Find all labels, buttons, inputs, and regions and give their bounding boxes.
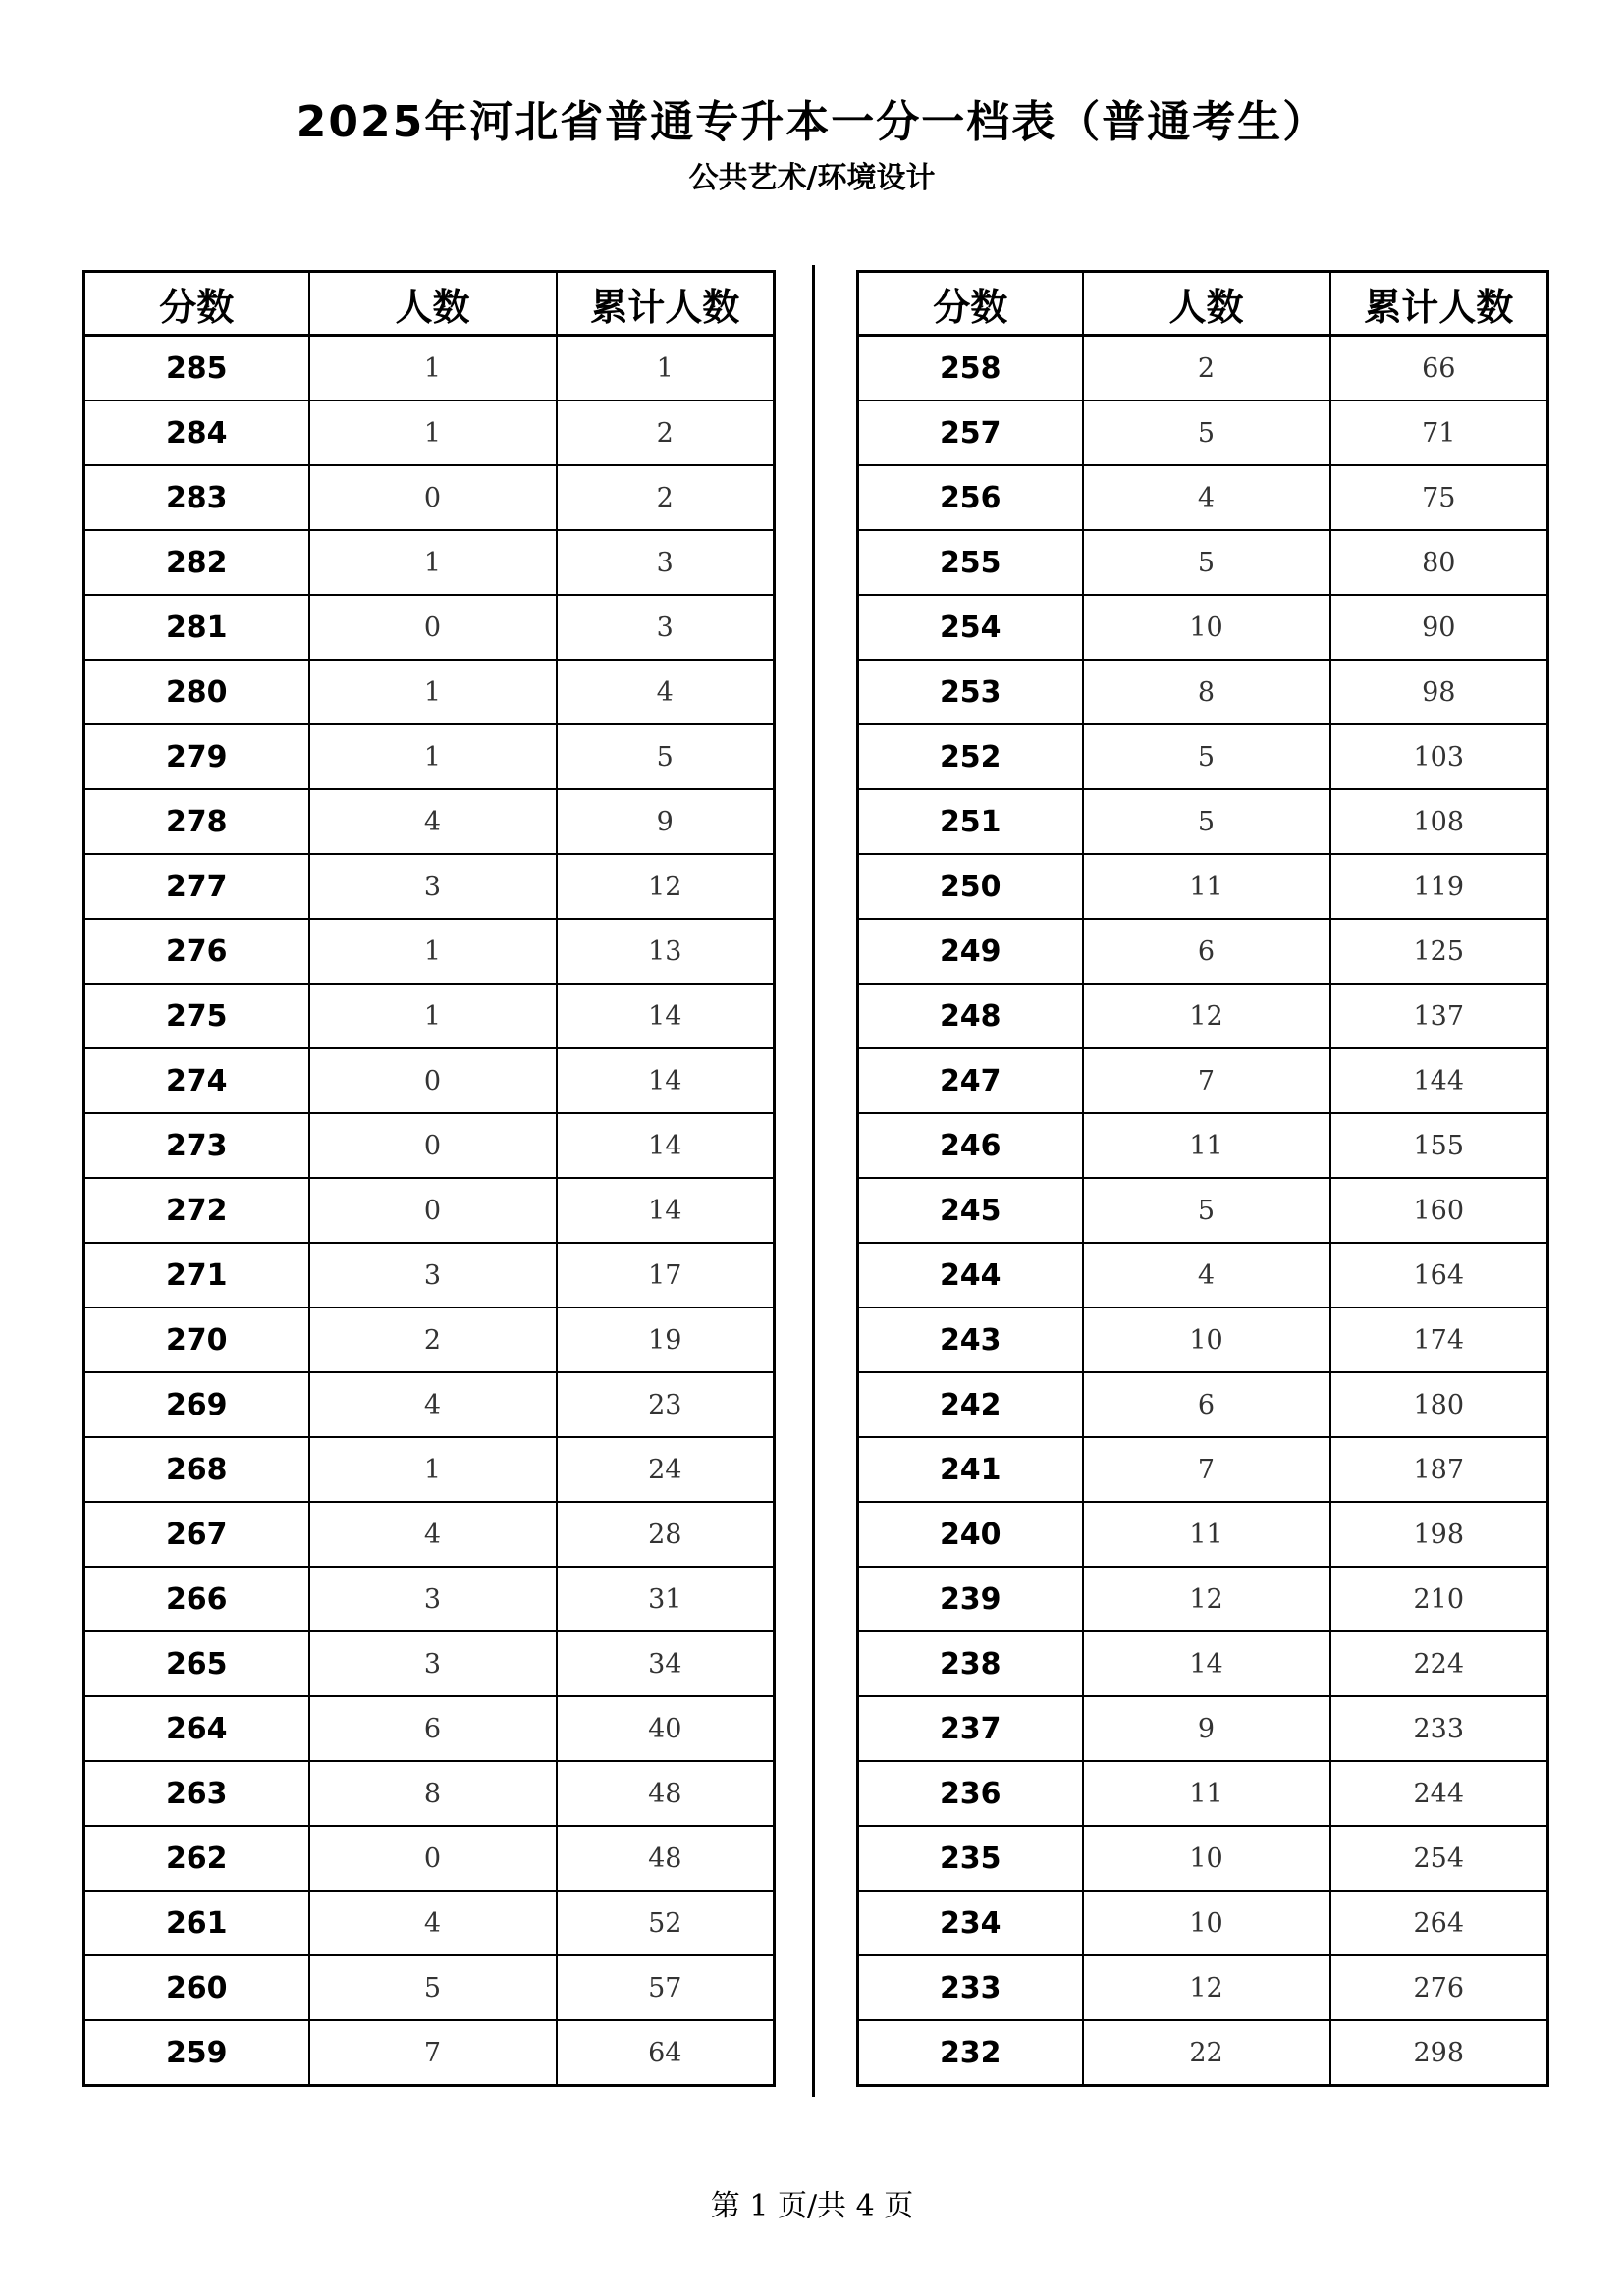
- column-header-cumulative: 累计人数: [1330, 272, 1548, 336]
- count-cell: 12: [1083, 984, 1330, 1048]
- table-row: [84, 1437, 775, 1502]
- column-divider: [812, 265, 815, 2097]
- page-title: 2025年河北省普通专升本一分一档表（普通考生）: [296, 97, 1328, 147]
- score-cell: 249: [858, 919, 1083, 984]
- table-row: [84, 400, 775, 465]
- table-row: [858, 1567, 1548, 1631]
- table-row: [858, 1437, 1548, 1502]
- table-row: [858, 1696, 1548, 1761]
- cumulative-cell: 3: [557, 595, 775, 660]
- table-row: [84, 336, 775, 401]
- count-cell: 0: [309, 1113, 557, 1178]
- cumulative-cell: 3: [557, 530, 775, 595]
- score-cell: 279: [84, 724, 309, 789]
- cumulative-cell: 108: [1330, 789, 1548, 854]
- cumulative-cell: 2: [557, 465, 775, 530]
- score-cell: 248: [858, 984, 1083, 1048]
- score-cell: 282: [84, 530, 309, 595]
- cumulative-cell: 264: [1330, 1891, 1548, 1955]
- score-cell: 281: [84, 595, 309, 660]
- cumulative-cell: 224: [1330, 1631, 1548, 1696]
- cumulative-cell: 64: [557, 2020, 775, 2086]
- cumulative-cell: 180: [1330, 1372, 1548, 1437]
- table-row: [858, 1113, 1548, 1178]
- cumulative-cell: 187: [1330, 1437, 1548, 1502]
- score-table-right: [856, 270, 1549, 2087]
- count-cell: 1: [309, 919, 557, 984]
- score-cell: 233: [858, 1955, 1083, 2020]
- count-cell: 11: [1083, 1502, 1330, 1567]
- table-row: [858, 1048, 1548, 1113]
- count-cell: 1: [309, 984, 557, 1048]
- cumulative-cell: 19: [557, 1308, 775, 1372]
- score-cell: 239: [858, 1567, 1083, 1631]
- table-row: [858, 2020, 1548, 2086]
- count-cell: 5: [1083, 530, 1330, 595]
- score-cell: 247: [858, 1048, 1083, 1113]
- cumulative-cell: 48: [557, 1826, 775, 1891]
- score-cell: 245: [858, 1178, 1083, 1243]
- score-cell: 270: [84, 1308, 309, 1372]
- count-cell: 6: [1083, 1372, 1330, 1437]
- count-cell: 5: [1083, 789, 1330, 854]
- cumulative-cell: 160: [1330, 1178, 1548, 1243]
- cumulative-cell: 80: [1330, 530, 1548, 595]
- count-cell: 8: [1083, 660, 1330, 724]
- table-row: [858, 919, 1548, 984]
- count-cell: 12: [1083, 1567, 1330, 1631]
- table-row: [84, 1631, 775, 1696]
- count-cell: 1: [309, 1437, 557, 1502]
- count-cell: 10: [1083, 595, 1330, 660]
- cumulative-cell: 13: [557, 919, 775, 984]
- count-cell: 22: [1083, 2020, 1330, 2086]
- table-row: [84, 789, 775, 854]
- cumulative-cell: 1: [557, 336, 775, 401]
- cumulative-cell: 40: [557, 1696, 775, 1761]
- count-cell: 4: [309, 1891, 557, 1955]
- cumulative-cell: 23: [557, 1372, 775, 1437]
- table-row: [858, 1243, 1548, 1308]
- table-row: [84, 1761, 775, 1826]
- page-subtitle: 公共艺术/环境设计: [688, 161, 936, 195]
- score-cell: 252: [858, 724, 1083, 789]
- score-cell: 263: [84, 1761, 309, 1826]
- table-row: [858, 789, 1548, 854]
- score-cell: 235: [858, 1826, 1083, 1891]
- cumulative-cell: 34: [557, 1631, 775, 1696]
- cumulative-cell: 14: [557, 1113, 775, 1178]
- score-cell: 261: [84, 1891, 309, 1955]
- score-cell: 271: [84, 1243, 309, 1308]
- score-cell: 273: [84, 1113, 309, 1178]
- score-cell: 256: [858, 465, 1083, 530]
- table-row: [84, 854, 775, 919]
- score-cell: 244: [858, 1243, 1083, 1308]
- table-row: [858, 1761, 1548, 1826]
- count-cell: 11: [1083, 1761, 1330, 1826]
- count-cell: 10: [1083, 1891, 1330, 1955]
- score-cell: 250: [858, 854, 1083, 919]
- score-cell: 272: [84, 1178, 309, 1243]
- count-cell: 5: [1083, 1178, 1330, 1243]
- count-cell: 5: [1083, 400, 1330, 465]
- count-cell: 3: [309, 1243, 557, 1308]
- count-cell: 1: [309, 724, 557, 789]
- table-row: [84, 1048, 775, 1113]
- score-cell: 264: [84, 1696, 309, 1761]
- table-row: [84, 1308, 775, 1372]
- count-cell: 0: [309, 1826, 557, 1891]
- count-cell: 7: [309, 2020, 557, 2086]
- count-cell: 0: [309, 465, 557, 530]
- cumulative-cell: 298: [1330, 2020, 1548, 2086]
- score-cell: 236: [858, 1761, 1083, 1826]
- cumulative-cell: 144: [1330, 1048, 1548, 1113]
- table-row: [858, 1308, 1548, 1372]
- count-cell: 4: [309, 789, 557, 854]
- score-cell: 277: [84, 854, 309, 919]
- table-row: [858, 1631, 1548, 1696]
- cumulative-cell: 119: [1330, 854, 1548, 919]
- score-cell: 260: [84, 1955, 309, 2020]
- column-header-score: 分数: [84, 272, 309, 336]
- column-header-count: 人数: [309, 272, 557, 336]
- cumulative-cell: 14: [557, 1048, 775, 1113]
- score-cell: 284: [84, 400, 309, 465]
- cumulative-cell: 164: [1330, 1243, 1548, 1308]
- cumulative-cell: 14: [557, 984, 775, 1048]
- table-row: [858, 1502, 1548, 1567]
- cumulative-cell: 5: [557, 724, 775, 789]
- table-row: [84, 1955, 775, 2020]
- count-cell: 11: [1083, 1113, 1330, 1178]
- count-cell: 4: [309, 1372, 557, 1437]
- cumulative-cell: 71: [1330, 400, 1548, 465]
- count-cell: 1: [309, 400, 557, 465]
- cumulative-cell: 66: [1330, 336, 1548, 401]
- score-cell: 258: [858, 336, 1083, 401]
- score-cell: 255: [858, 530, 1083, 595]
- cumulative-cell: 276: [1330, 1955, 1548, 2020]
- count-cell: 5: [1083, 724, 1330, 789]
- score-cell: 246: [858, 1113, 1083, 1178]
- cumulative-cell: 31: [557, 1567, 775, 1631]
- table-row: [84, 724, 775, 789]
- cumulative-cell: 103: [1330, 724, 1548, 789]
- table-row: [84, 1113, 775, 1178]
- score-cell: 278: [84, 789, 309, 854]
- column-header-score: 分数: [858, 272, 1083, 336]
- count-cell: 12: [1083, 1955, 1330, 2020]
- table-row: [84, 1178, 775, 1243]
- cumulative-cell: 210: [1330, 1567, 1548, 1631]
- cumulative-cell: 9: [557, 789, 775, 854]
- score-cell: 269: [84, 1372, 309, 1437]
- score-cell: 259: [84, 2020, 309, 2086]
- score-table-left: [82, 270, 776, 2087]
- count-cell: 6: [1083, 919, 1330, 984]
- table-row: [84, 984, 775, 1048]
- count-cell: 8: [309, 1761, 557, 1826]
- count-cell: 5: [309, 1955, 557, 2020]
- column-header-cumulative: 累计人数: [557, 272, 775, 336]
- table-row: [84, 465, 775, 530]
- table-row: [84, 1826, 775, 1891]
- table-row: [84, 919, 775, 984]
- table-row: [84, 1372, 775, 1437]
- cumulative-cell: 233: [1330, 1696, 1548, 1761]
- score-cell: 240: [858, 1502, 1083, 1567]
- count-cell: 7: [1083, 1048, 1330, 1113]
- table-row: [858, 854, 1548, 919]
- table-row: [84, 595, 775, 660]
- score-cell: 280: [84, 660, 309, 724]
- count-cell: 0: [309, 595, 557, 660]
- cumulative-cell: 137: [1330, 984, 1548, 1048]
- score-cell: 268: [84, 1437, 309, 1502]
- score-cell: 274: [84, 1048, 309, 1113]
- score-cell: 267: [84, 1502, 309, 1567]
- score-cell: 276: [84, 919, 309, 984]
- count-cell: 10: [1083, 1308, 1330, 1372]
- count-cell: 1: [309, 336, 557, 401]
- cumulative-cell: 155: [1330, 1113, 1548, 1178]
- cumulative-cell: 75: [1330, 465, 1548, 530]
- table-row: [84, 660, 775, 724]
- count-cell: 1: [309, 530, 557, 595]
- count-cell: 4: [1083, 1243, 1330, 1308]
- table-row: [84, 530, 775, 595]
- count-cell: 2: [1083, 336, 1330, 401]
- cumulative-cell: 174: [1330, 1308, 1548, 1372]
- score-cell: 285: [84, 336, 309, 401]
- cumulative-cell: 17: [557, 1243, 775, 1308]
- table-row: [858, 530, 1548, 595]
- table-row: [858, 1178, 1548, 1243]
- count-cell: 11: [1083, 854, 1330, 919]
- cumulative-cell: 24: [557, 1437, 775, 1502]
- cumulative-cell: 90: [1330, 595, 1548, 660]
- cumulative-cell: 12: [557, 854, 775, 919]
- score-cell: 243: [858, 1308, 1083, 1372]
- cumulative-cell: 98: [1330, 660, 1548, 724]
- score-cell: 242: [858, 1372, 1083, 1437]
- cumulative-cell: 254: [1330, 1826, 1548, 1891]
- count-cell: 14: [1083, 1631, 1330, 1696]
- table-row: [84, 2020, 775, 2086]
- count-cell: 7: [1083, 1437, 1330, 1502]
- table-row: [84, 1243, 775, 1308]
- cumulative-cell: 57: [557, 1955, 775, 2020]
- cumulative-cell: 4: [557, 660, 775, 724]
- count-cell: 3: [309, 1567, 557, 1631]
- table-row: [84, 1696, 775, 1761]
- count-cell: 0: [309, 1048, 557, 1113]
- score-cell: 234: [858, 1891, 1083, 1955]
- table-row: [858, 1826, 1548, 1891]
- cumulative-cell: 52: [557, 1891, 775, 1955]
- count-cell: 0: [309, 1178, 557, 1243]
- score-cell: 238: [858, 1631, 1083, 1696]
- table-row: [84, 1567, 775, 1631]
- cumulative-cell: 48: [557, 1761, 775, 1826]
- cumulative-cell: 198: [1330, 1502, 1548, 1567]
- cumulative-cell: 244: [1330, 1761, 1548, 1826]
- count-cell: 3: [309, 1631, 557, 1696]
- cumulative-cell: 125: [1330, 919, 1548, 984]
- table-row: [858, 1891, 1548, 1955]
- table-row: [858, 336, 1548, 401]
- score-cell: 262: [84, 1826, 309, 1891]
- table-row: [84, 1502, 775, 1567]
- table-row: [858, 1955, 1548, 2020]
- table-row: [858, 984, 1548, 1048]
- score-cell: 241: [858, 1437, 1083, 1502]
- score-cell: 251: [858, 789, 1083, 854]
- score-cell: 275: [84, 984, 309, 1048]
- table-header-row: [84, 272, 775, 336]
- score-cell: 265: [84, 1631, 309, 1696]
- count-cell: 2: [309, 1308, 557, 1372]
- score-cell: 266: [84, 1567, 309, 1631]
- count-cell: 1: [309, 660, 557, 724]
- score-cell: 253: [858, 660, 1083, 724]
- cumulative-cell: 2: [557, 400, 775, 465]
- score-cell: 283: [84, 465, 309, 530]
- score-cell: 254: [858, 595, 1083, 660]
- table-row: [858, 660, 1548, 724]
- table-row: [858, 595, 1548, 660]
- count-cell: 3: [309, 854, 557, 919]
- table-row: [858, 1372, 1548, 1437]
- table-header-row: [858, 272, 1548, 336]
- table-row: [858, 400, 1548, 465]
- cumulative-cell: 28: [557, 1502, 775, 1567]
- table-row: [858, 465, 1548, 530]
- score-cell: 237: [858, 1696, 1083, 1761]
- table-row: [858, 724, 1548, 789]
- count-cell: 10: [1083, 1826, 1330, 1891]
- table-row: [84, 1891, 775, 1955]
- count-cell: 6: [309, 1696, 557, 1761]
- score-cell: 232: [858, 2020, 1083, 2086]
- page-footer: 第 1 页/共 4 页: [710, 2189, 914, 2223]
- count-cell: 4: [1083, 465, 1330, 530]
- column-header-count: 人数: [1083, 272, 1330, 336]
- cumulative-cell: 14: [557, 1178, 775, 1243]
- count-cell: 9: [1083, 1696, 1330, 1761]
- score-cell: 257: [858, 400, 1083, 465]
- count-cell: 4: [309, 1502, 557, 1567]
